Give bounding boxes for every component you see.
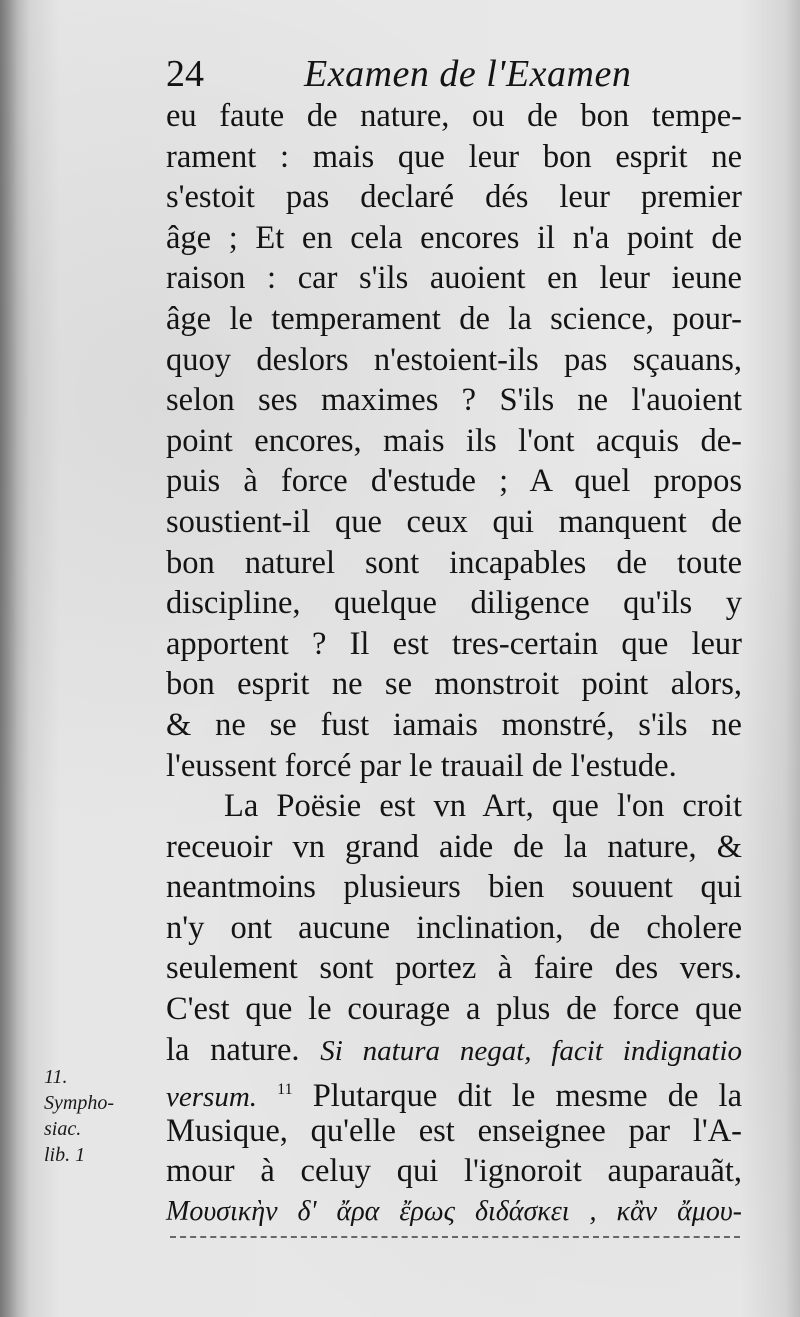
text-line-with-quote (166, 1070, 743, 1115)
text-line: l'eussent forcé par le trauail de l'estude. (166, 747, 677, 784)
text-line: & ne se fust iamais monstré, s'ils ne (166, 706, 742, 743)
page-gutter-shadow (0, 0, 30, 1317)
margin-note-line: Sympho- (44, 1092, 114, 1114)
text-line: Musique, qu'elle est enseignee par l'A- (166, 1112, 742, 1149)
text-line: mour à celuy qui l'ignoroit auparauãt, (166, 1153, 742, 1190)
text-line: bon naturel sont incapables de toute (166, 544, 742, 581)
text-line: âge le temperament de la science, pour- (166, 300, 742, 337)
text-line: rament : mais que leur bon esprit ne (166, 138, 742, 175)
text-line: n'y ont aucune inclination, de cholere (166, 909, 742, 946)
footer-rule (170, 1236, 740, 1238)
text-line: s'estoit pas declaré dés leur premier (166, 179, 742, 216)
text-segment: Plutarque dit le mesme de la (312, 1078, 743, 1115)
text-segment: la nature. (166, 1031, 300, 1068)
text-line: bon esprit ne se monstroit point alors, (166, 666, 742, 703)
margin-note-line: 11. (44, 1066, 68, 1088)
text-line: puis à force d'estude ; A quel propos (166, 463, 742, 500)
text-line: point encores, mais ils l'ont acquis de- (166, 422, 742, 459)
text-line: seulement sont portez à faire des vers. (166, 950, 742, 987)
text-line: raison : car s'ils auoient en leur ieune (166, 260, 742, 297)
page-number: 24 (166, 53, 204, 95)
text-line: âge ; Et en cela encores il n'a point de (166, 219, 742, 256)
latin-quote-end: versum. (166, 1081, 258, 1114)
text-line: quoy deslors n'estoient-ils pas sçauans, (166, 341, 742, 378)
greek-line: Μουσικὴν δ' ἄρα ἔρως διδάσκει , κἂν ἄμου- (166, 1196, 742, 1228)
paragraph-start-line: La Poësie est vn Art, que l'on croit (224, 788, 742, 825)
text-line: eu faute de nature, ou de bon tempe- (166, 98, 742, 134)
text-line-with-quote (166, 1030, 742, 1071)
text-line: C'est que le courage a plus de force que (166, 991, 742, 1028)
text-line: discipline, quelque diligence qu'ils y (166, 585, 742, 622)
footnote-ref: 11 (277, 1081, 293, 1099)
latin-quote: Si natura negat, facit indignatio (320, 1034, 742, 1067)
text-line: soustient-il que ceux qui manquent de (166, 503, 742, 540)
running-title: Examen de l'Examen (304, 53, 632, 95)
text-line: selon ses maximes ? S'ils ne l'auoient (166, 382, 742, 419)
margin-note-line: lib. 1 (44, 1144, 86, 1166)
page-header (166, 48, 766, 100)
margin-note-line: siac. (44, 1118, 82, 1140)
margin-note (44, 1064, 154, 1168)
text-line: receuoir vn grand aide de la nature, & (166, 828, 742, 865)
text-line: apportent ? Il est tres-certain que leur (166, 625, 742, 662)
body-text (166, 96, 742, 1233)
text-line: neantmoins plusieurs bien souuent qui (166, 869, 742, 906)
